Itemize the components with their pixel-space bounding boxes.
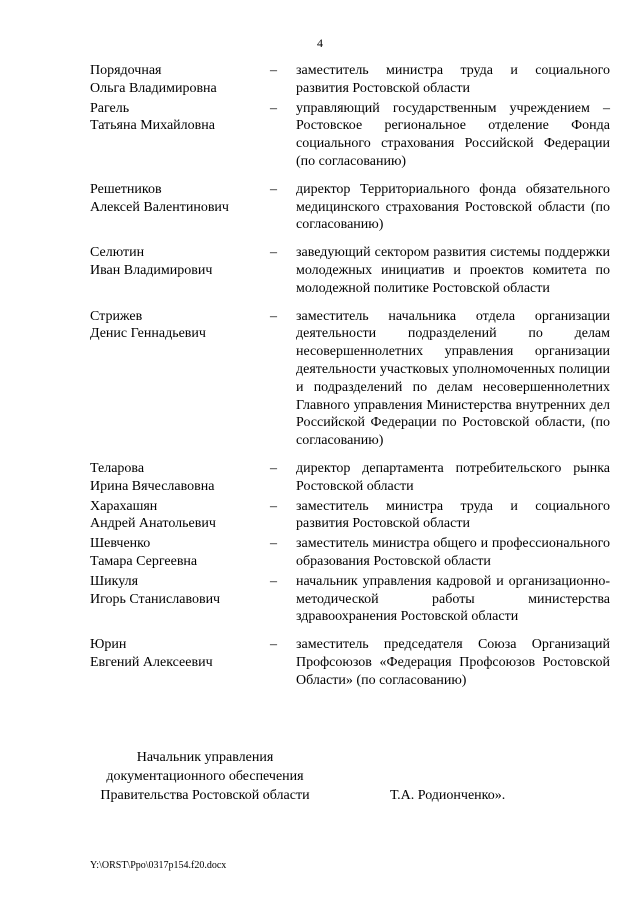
member-given-names: Ольга Владимировна [90,80,217,96]
member-name [90,636,270,689]
member-surname: Шевченко [90,536,151,552]
member-given-names: Денис Геннадьевич [90,326,206,342]
member-given-names: Андрей Анатольевич [90,516,216,532]
member-entry [90,636,610,689]
separator-dash: – [270,63,277,78]
member-entry [90,308,610,450]
member-role: заведующий сектором развития системы поддержки молодежных инициатив и проектов комитета по молодежной политике Ростовской области [296,245,610,296]
member-given-names: Ирина Вячеславовна [90,478,215,494]
member-surname: Рагель [90,100,130,116]
member-name [90,181,270,234]
separator-dash: – [270,308,277,324]
member-given-names: Алексей Валентинович [90,199,229,215]
member-name [90,498,270,534]
member-surname: Харахашян [90,498,158,514]
separator-dash: – [270,460,277,476]
member-role: заместитель председателя Союза Организаций Профсоюзов «Федерация Профсоюзов Ростовской Области» (по согласованию) [296,637,610,688]
member-role: начальник управления кадровой и организационно-методической работы министерства здравоохранения Ростовской области [296,573,610,625]
signatory-name: Т.А. Родионченко». [390,788,506,803]
separator-dash: – [270,498,277,514]
member-entry [90,498,610,534]
signatory-title-line: Правительства Ростовской области [100,788,310,803]
member-name [90,244,270,297]
member-entry [90,244,610,297]
signatory-title-line: документационного обеспечения [106,769,304,784]
member-surname: Юрин [90,637,127,653]
member-role: директор Территориального фонда обязательного медицинского страхования Ростовской области (по согласованию) [296,181,610,233]
member-entry [90,100,610,171]
member-surname: Шикуля [90,573,139,589]
member-surname: Теларова [90,460,145,476]
member-given-names: Иван Владимирович [90,262,213,278]
separator-dash: – [270,573,277,589]
member-entry [90,573,610,626]
member-surname: Стрижев [90,308,143,324]
page-number: 4 [317,36,323,50]
member-surname: Порядочная [90,63,162,78]
separator-dash: – [270,637,277,653]
member-name [90,62,270,98]
member-name [90,573,270,626]
member-entry [90,535,610,571]
file-path-footer: Y:\ORST\Ppo\0317p154.f20.docx [90,860,227,871]
signature-block [90,748,550,805]
member-role: заместитель министра труда и социального развития Ростовской области [296,63,610,96]
member-name [90,460,270,496]
member-given-names: Игорь Станиславович [90,591,221,607]
member-role: директор департамента потребительского рынка Ростовской области [296,460,610,494]
member-role: заместитель начальника отдела организации деятельности подразделений по делам несовершеннолетних управления организации деятельности участковых уполномоченных полиции и подразделений по делам несовершеннолетних Главного управления Министерства внутренних дел Российской Федерации по Ростовской области, (по согласованию) [296,308,610,449]
separator-dash: – [270,536,277,552]
separator-dash: – [270,245,277,261]
member-given-names: Евгений Алексеевич [90,654,213,670]
member-role: заместитель министра труда и социального развития Ростовской области [296,498,610,532]
member-entry [90,62,610,98]
member-surname: Селютин [90,245,145,261]
signatory-title [90,748,320,805]
member-given-names: Татьяна Михайловна [90,118,215,134]
member-surname: Решетников [90,181,162,197]
member-role: заместитель министра общего и профессионального образования Ростовской области [296,536,610,569]
member-given-names: Тамара Сергеевна [90,553,198,569]
member-name [90,100,270,171]
member-name [90,535,270,571]
separator-dash: – [270,181,277,197]
signatory-title-line: Начальник управления [136,750,274,765]
member-entry [90,460,610,496]
member-name [90,308,270,450]
member-entry [90,181,610,234]
separator-dash: – [270,100,277,116]
member-role: управляющий государственным учреждением – Ростовское региональное отделение Фонда социального страхования Российской Федерации (по согласованию) [296,100,610,169]
member-list [90,62,610,690]
